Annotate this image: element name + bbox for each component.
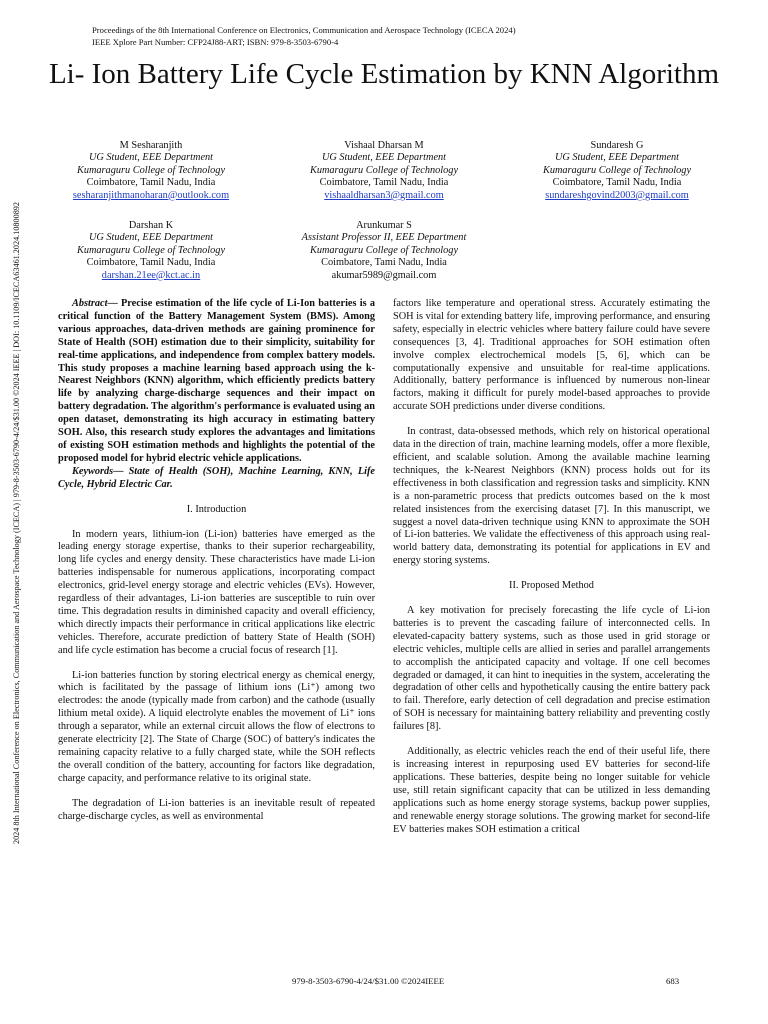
paper-title: Li- Ion Battery Life Cycle Estimation by KNN Algorithm — [48, 58, 720, 90]
paragraph: In modern years, lithium-ion (Li-ion) batteries have emerged as the leading energy storage expertise, thanks to their superior rechargeability, long life cycles and energy density. These characteristics have made Li-ion batteries indispensable for numerous applications, incorporating compact electronics, grid-level energy storage and electric vehicles (EVs). However, regardless of their advantages, Li-ion batteries are susceptible to ruin over time. This degradation results in diminished capacity and overall efficiency, which directly impacts their performance in critical applications like electric vehicles. Therefore, accurate prediction of battery State of Health (SOH) and life cycle estimation has become a crucial focus of research [1]. — [58, 528, 375, 656]
page-number: 683 — [666, 976, 680, 986]
section-heading-introduction: I. Introduction — [186, 503, 247, 515]
side-doi-strip: 2024 8th International Conference on Electronics, Communication and Aerospace Technology (ICECA) | 979-8-3503-6790-4/24/$31.00 ©2024 IEEE | DOI: 10.1109/ICECA63461.2024.10800892 — [12, 202, 21, 844]
author-block — [36, 220, 266, 282]
author-name: Sundaresh G — [590, 140, 644, 151]
author-city: Coimbatore, Tamil Nadu, India — [86, 257, 216, 269]
author-college: Kumaraguru College of Technology — [309, 244, 459, 256]
author-email-link[interactable]: sesharanjithmanoharan@outlook.com — [72, 189, 230, 201]
paragraph: A key motivation for precisely forecasting the life cycle of Li-ion batteries is to prevent the cascading failure of interconnected cells. In elevated-capacity battery systems, such as those used in grid storage or electric vehicles, multiple cells are allied in series and parallel arrangements to accomplish the anticipated capacity and voltage. If one cell becomes degraded or damaged, it can hint to inequities in the system, accelerating the degradation of other cells and hypothetically causing the entire battery pack to fail. Therefore, early detection of cell degradation and precise estimation of SOH is necessary for maintaining battery reliability and preventing costly failures [8]. — [393, 605, 710, 733]
part-number-line: IEEE Xplore Part Number: CFP24J88-ART; ISBN: 979-8-3503-6790-4 — [92, 37, 339, 47]
author-block — [36, 140, 266, 202]
author-name: Darshan K — [128, 220, 174, 231]
author-city: Coimbatore, Tamil Nadu, India — [86, 177, 216, 189]
paragraph: Li-ion batteries function by storing electrical energy as chemical energy, which is facilitated by the passage of lithium ions (Li⁺) among two electrodes: the anode (typically made from carbon) and the cathode (usually lithium metal oxide). A liquid electrolyte enables the movement of Li⁺ ions through a separator, while an external circuit allows the flow of electrons to generate electricity [2]. The State of Charge (SOC) of battery's indicates the remaining capacity relative to a fully charged state, while the SOH reflects the overall condition of the battery, accounting for factors like degradation, charge capacity, and performance relative to its original state. — [58, 669, 375, 784]
abstract-lead: Abstract— — [72, 298, 118, 309]
conference-line: Proceedings of the 8th International Conference on Electronics, Communication and Aerospace Technology (ICECA 2024) — [92, 25, 516, 35]
left-column — [58, 298, 375, 824]
author-email-link[interactable]: vishaaldharsan3@gmail.com — [324, 189, 444, 201]
conference-header — [92, 24, 516, 48]
paragraph: Additionally, as electric vehicles reach the end of their useful life, there is increasing interest in repurposing used EV batteries for second-life applications. These batteries, despite being no longer suitable for vehicle use, still retain significant capacity that can be utilized in less demanding applications such as home energy storage systems, backup power supplies, and renewable energy storage solutions. The growing market for second-life EV batteries makes SOH estimation a critical — [393, 746, 710, 835]
author-city: Coimbatore, Tami Nadu, India — [321, 257, 447, 269]
author-role: UG Student, EEE Department — [88, 152, 214, 164]
author-city: Coimbatore, Tamil Nadu, India — [552, 177, 682, 189]
author-name: M Sesharanjith — [119, 140, 183, 151]
footer-copyright: 979-8-3503-6790-4/24/$31.00 ©2024IEEE — [292, 976, 445, 986]
author-role: Assistant Professor II, EEE Department — [301, 232, 467, 244]
author-college: Kumaraguru College of Technology — [309, 164, 459, 176]
author-block — [269, 140, 499, 202]
author-role: UG Student, EEE Department — [554, 152, 680, 164]
paragraph: In contrast, data-obsessed methods, which rely on historical operational data in the direction of train, machine learning models, offer a more flexible, efficient, and scalable solution. Among the available machine learning techniques, the k-Nearest Neighbors (KNN) process holds out for its effectiveness in both classification and regression tasks and simplicity. KNN is a non-parametric process that predicts outcomes based on the k most related insistences from the exercising dataset [7]. In this manuscript, we suggest a novel data-driven technique using KNN to approximate the SOH of Li-ion batteries. We validate the effectiveness of this approach using real-world battery data, demonstrating its potential for applications in EV and energy storing systems. — [393, 426, 710, 567]
abstract-body: Precise estimation of the life cycle of Li-Ion batteries is a critical function of the Battery Management System (BMS). Among various approaches, data-driven methods are gaining prominence for State of Health (SOH) estimation due to their simplicity, suitability for real-time applications, and independence from complex battery models. This study proposes a machine learning based approach using the k-Nearest Neighbors (KNN) algorithm, which efficiently predicts battery life by analyzing charge-discharge sequences and their impact on battery degradation. The algorithm's performance is evaluated using an open dataset, demonstrating its high accuracy in estimating battery SOH. Also, this research study explores the advantages and limitations of existing SOH estimation methods and highlights the potential of the proposed model for hybrid electric vehicle applications. — [58, 298, 375, 464]
keywords: Keywords— State of Health (SOH), Machine Learning, KNN, Life Cycle, Hybrid Electric Car. — [58, 465, 375, 490]
author-college: Kumaraguru College of Technology — [542, 164, 692, 176]
author-college: Kumaraguru College of Technology — [76, 244, 226, 256]
paragraph: The degradation of Li-ion batteries is an inevitable result of repeated charge-discharge cycles, as well as environmental — [58, 797, 375, 822]
author-name: Vishaal Dharsan M — [344, 140, 424, 151]
author-email: akumar5989@gmail.com — [331, 269, 437, 281]
author-name: Arunkumar S — [356, 220, 412, 231]
author-block — [269, 220, 499, 282]
author-email-link[interactable]: darshan.21ee@kct.ac.in — [101, 269, 201, 281]
author-block — [502, 140, 732, 202]
section-heading-proposed-method: II. Proposed Method — [509, 580, 594, 592]
author-email-link[interactable]: sundareshgovind2003@gmail.com — [545, 189, 689, 201]
right-column — [393, 298, 710, 836]
author-college: Kumaraguru College of Technology — [76, 164, 226, 176]
author-role: UG Student, EEE Department — [88, 232, 214, 244]
author-city: Coimbatore, Tamil Nadu, India — [319, 177, 449, 189]
author-role: UG Student, EEE Department — [321, 152, 447, 164]
paragraph: factors like temperature and operational stress. Accurately estimating the SOH is vital for extending battery life, improving performance, and ensuring safety, especially in electric vehicles where battery failure could have severe consequences [3, 4]. Traditional approaches for SOH estimation often involve complex electrochemical models [5, 6], which can be computationally expensive and unsuitable for real-time applications. Additionally, battery performance is influenced by numerous non-linear factors, making it difficult for purely model-based approaches to provide accurate SOH predictions under diverse conditions. — [393, 298, 710, 413]
abstract — [58, 298, 375, 466]
